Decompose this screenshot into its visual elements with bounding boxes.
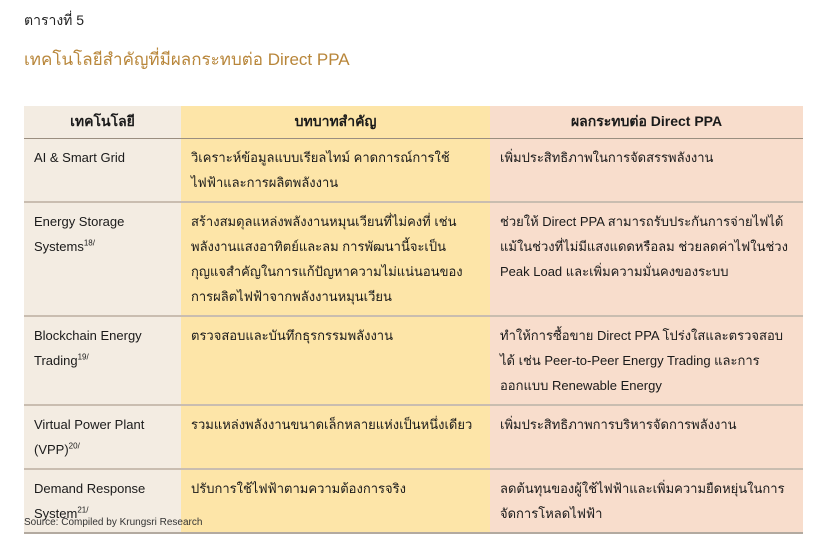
table-label: ตารางที่ 5 <box>24 12 85 28</box>
technology-name: AI & Smart Grid <box>34 150 126 165</box>
header-impact: ผลกระทบต่อ Direct PPA <box>490 106 803 139</box>
technology-name: Virtual Power Plant (VPP) <box>34 417 145 457</box>
technology-name: Demand Response System <box>34 481 146 521</box>
table-row <box>24 139 803 203</box>
header-technology: เทคโนโลยี <box>24 106 181 139</box>
table-title: เทคโนโลยีสำคัญที่มีผลกระทบต่อ Direct PPA <box>24 50 350 69</box>
technology-name: Blockchain Energy Trading <box>34 328 142 368</box>
footnote-ref: 20/ <box>68 441 80 451</box>
source-note: Source: Compiled by Krungsri Research <box>24 517 203 528</box>
technology-cell <box>24 139 181 203</box>
table-row <box>24 202 803 316</box>
role-cell: สร้างสมดุลแหล่งพลังงานหมุนเวียนที่ไม่คงที่ เช่น พลังงานแสงอาทิตย์และลม การพัฒนานี้จะเป็นกุญแจสำคัญในการแก้ปัญหาความไม่แน่นอนของการผลิตไฟฟ้าจากพลังงานหมุนเวียน <box>181 202 490 316</box>
header-row <box>24 106 803 139</box>
table-row <box>24 316 803 405</box>
technology-table <box>24 106 803 534</box>
impact-cell: เพิ่มประสิทธิภาพในการจัดสรรพลังงาน <box>490 139 803 203</box>
role-cell: รวมแหล่งพลังงานขนาดเล็กหลายแห่งเป็นหนึ่งเดียว <box>181 405 490 469</box>
footnote-ref: 18/ <box>83 238 95 248</box>
header-role: บทบาทสำคัญ <box>181 106 490 139</box>
technology-name: Energy Storage Systems <box>34 214 125 254</box>
technology-cell <box>24 316 181 405</box>
impact-cell: ช่วยให้ Direct PPA สามารถรับประกันการจ่ายไฟได้แม้ในช่วงที่ไม่มีแสงแดดหรือลม ช่วยลดค่าไฟในช่วง Peak Load และเพิ่มความมั่นคงของระบบ <box>490 202 803 316</box>
role-cell: วิเคราะห์ข้อมูลแบบเรียลไทม์ คาดการณ์การใช้ไฟฟ้าและการผลิตพลังงาน <box>181 139 490 203</box>
table-row <box>24 405 803 469</box>
impact-cell: เพิ่มประสิทธิภาพการบริหารจัดการพลังงาน <box>490 405 803 469</box>
role-cell: ตรวจสอบและบันทึกธุรกรรมพลังงาน <box>181 316 490 405</box>
technology-cell <box>24 405 181 469</box>
impact-cell: ลดต้นทุนของผู้ใช้ไฟฟ้าและเพิ่มความยืดหยุ่นในการจัดการโหลดไฟฟ้า <box>490 469 803 533</box>
footnote-ref: 19/ <box>77 352 89 362</box>
footnote-ref: 21/ <box>77 505 89 515</box>
role-cell: ปรับการใช้ไฟฟ้าตามความต้องการจริง <box>181 469 490 533</box>
impact-cell: ทำให้การซื้อขาย Direct PPA โปร่งใสและตรวจสอบได้ เช่น Peer-to-Peer Energy Trading และการออกแบบ Renewable Energy <box>490 316 803 405</box>
technology-cell <box>24 202 181 316</box>
